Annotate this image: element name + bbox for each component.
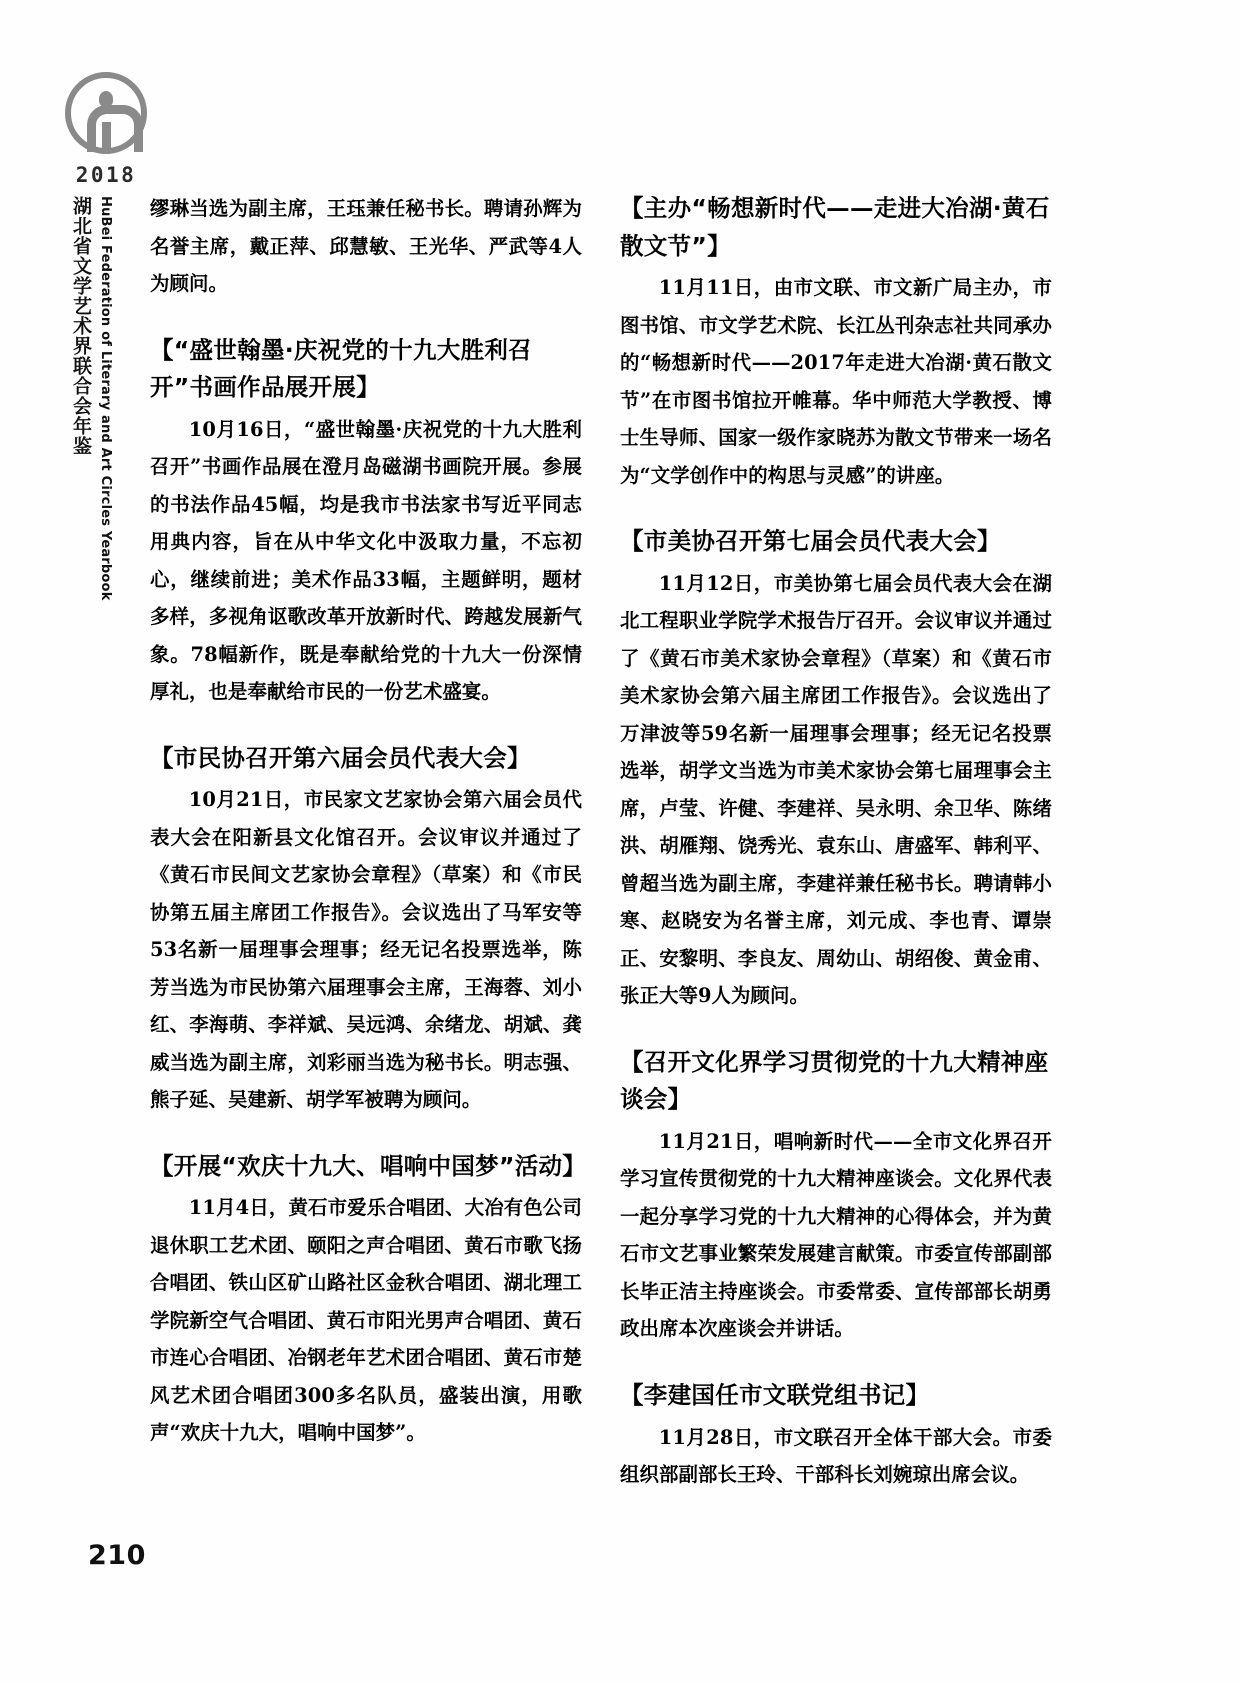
column-left (150, 190, 587, 1454)
yearbook-emblem-icon (65, 72, 147, 154)
body-paragraph: 10月21日，市民家文艺家协会第六届会员代表大会在阳新县文化馆召开。会议审议并通过了《黄石市民间文艺家协会章程》（草案）和《市民协第五届主席团工作报告》。会议选出了马军安等53名新一届理事会理事；经无记名投票选举，陈芳当选为市民协第六届理事会主席，王海蓉、刘小红、李海萌、李祥斌、吴远鸿、余绪龙、胡斌、龚威当选为副主席，刘彩丽当选为秘书长。明志强、熊子延、吴建新、胡学军被聘为顾问。 (150, 788, 582, 1112)
masthead-year: 2018 (75, 163, 137, 187)
spine-label (66, 196, 128, 616)
spine-title-english: HuBei Federation of Literary and Art Circles Yearbook (98, 196, 113, 601)
body-paragraph: 11月11日，由市文联、市文新广局主办，市图书馆、市文学艺术院、长江丛刊杂志社共同承办的“畅想新时代——2017年走进大冶湖·黄石散文节”在市图书馆拉开帷幕。华中师范大学教授、博士生导师、国家一级作家晓苏为散文节带来一场名为“文学创作中的构思与灵感”的讲座。 (620, 276, 1052, 487)
section-heading: 【召开文化界学习贯彻党的十九大精神座谈会】 (620, 1047, 1049, 1114)
page-number: 210 (88, 1540, 146, 1571)
body-paragraph: 缪琳当选为副主席，王珏兼任秘书长。聘请孙辉为名誉主席，戴正萍、邱慧敏、王光华、严武等4人为顾问。 (150, 197, 582, 295)
body-paragraph: 11月12日，市美协第七届会员代表大会在湖北工程职业学院学术报告厅召开。会议审议并通过了《黄石市美术家协会章程》（草案）和《黄石市美术家协会第六届主席团工作报告》。会议选出了万津波等59名新一届理事会理事；经无记名投票选举，胡学文当选为市美术家协会第七届理事会主席，卢莹、许健、李建祥、吴永明、余卫华、陈绪洪、胡雁翔、饶秀光、袁东山、唐盛军、韩利平、曾超当选为副主席，李建祥兼任秘书长。聘请韩小寒、赵晓安为名誉主席，刘元成、李也青、谭崇正、安黎明、李良友、周幼山、胡绍俊、黄金甫、张正大等9人为顾问。 (620, 571, 1052, 1008)
section-heading: 【市美协召开第七届会员代表大会】 (620, 527, 1001, 556)
section-heading: 【“盛世翰墨·庆祝党的十九大胜利召开”书画作品展开展】 (150, 335, 532, 402)
body-paragraph: 11月4日，黄石市爱乐合唱团、大冶有色公司退休职工艺术团、颐阳之声合唱团、黄石市歌飞扬合唱团、铁山区矿山路社区金秋合唱团、湖北理工学院新空气合唱团、黄石市阳光男声合唱团、黄石市连心合唱团、冶钢老年艺术团合唱团、黄石市楚风艺术团合唱团300多名队员，盛装出演，用歌声“欢庆十九大，唱响中国梦”。 (150, 1196, 582, 1445)
body-paragraph: 11月21日，唱响新时代——全市文化界召开学习宣传贯彻党的十九大精神座谈会。文化界代表一起分享学习党的十九大精神的心得体会，并为黄石市文艺事业繁荣发展建言献策。市委宣传部副部长毕正洁主持座谈会。市委常委、宣传部部长胡勇政出席本次座谈会并讲话。 (620, 1129, 1052, 1341)
emblem-stem (102, 122, 111, 148)
section-heading: 【主办“畅想新时代——走进大冶湖·黄石散文节”】 (620, 194, 1050, 260)
section-heading: 【开展“欢庆十九大、唱响中国梦”活动】 (150, 1151, 587, 1180)
body-paragraph: 11月28日，市文联召开全体干部大会。市委组织部副部长王玲、干部科长刘婉琼出席会议。 (620, 1425, 1052, 1487)
masthead (58, 72, 154, 187)
column-right (620, 190, 1052, 1496)
body-paragraph: 10月16日，“盛世翰墨·庆祝党的十九大胜利召开”书画作品展在澄月岛磁湖书画院开展。参展的书法作品45幅，均是我市书法家书写近平同志用典内容，旨在从中华文化中汲取力量，不忘初心，继续前进；美术作品33幅，主题鲜明，题材多样，多视角讴歌改革开放新时代、跨越发展新气象。78幅新作，既是奉献给党的十九大一份深情厚礼，也是奉献给市民的一份艺术盛宴。 (150, 417, 582, 704)
section-heading: 【市民协召开第六届会员代表大会】 (150, 743, 531, 772)
section-heading: 【李建国任市文联党组书记】 (620, 1380, 930, 1409)
spine-title-chinese: 湖北省文学艺术界联合会年鉴 (70, 196, 92, 456)
